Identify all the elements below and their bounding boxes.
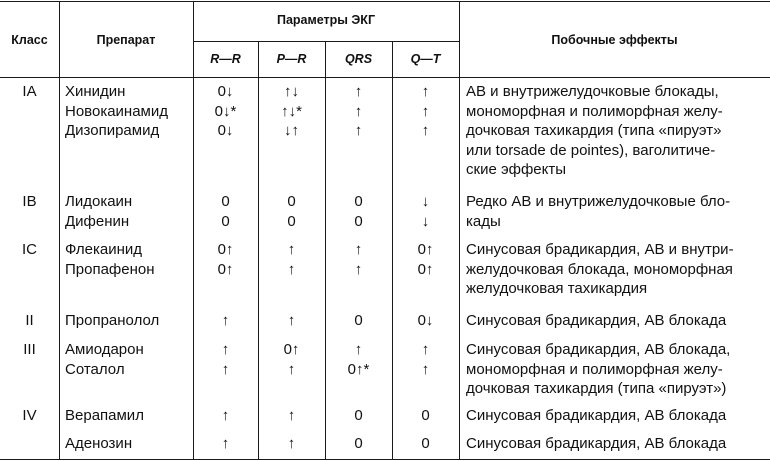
row-ia-pr: ↑↓ ↑↓* ↓↑ <box>281 83 302 140</box>
row-ic-pr: ↑ ↑ <box>287 241 296 278</box>
header-bottom-border <box>0 77 770 78</box>
row-ic-effects: Синусовая брадикардия, АВ и внутри- желудочковая блокада, мономорфная желудочковая тахикардия <box>466 241 734 298</box>
row-ib-qt: ↓ ↓ <box>421 193 430 230</box>
header-qt: Q—T <box>410 52 441 66</box>
row-ib-qrs: 0 0 <box>354 193 363 230</box>
row-iv-rr: ↑ <box>221 407 230 424</box>
row-ic-rr: 0↑ 0↑ <box>217 241 234 278</box>
row-ic-drugs: Флекаинид Пропафенон <box>65 241 155 278</box>
table-top-border <box>0 1 770 2</box>
row-iv-qrs: 0 <box>354 407 363 424</box>
row-ii-pr: ↑ <box>287 312 296 329</box>
row-ic-class: IC <box>22 241 37 258</box>
row-iii-effects: Синусовая брадикардия, АВ блокада, мономорфная и полиморфная желу- дочковая тахикардия (типа «пируэт») <box>466 341 731 398</box>
row-ic-qt: 0↑ 0↑ <box>417 241 434 278</box>
row-adenosine-rr: ↑ <box>221 435 230 452</box>
row-adenosine-qt: 0 <box>421 435 430 452</box>
row-ib-effects: Редко АВ и внутрижелудочковые бло- кады <box>466 193 731 230</box>
row-iii-qt: ↑ ↑ <box>421 341 430 378</box>
row-iv-pr: ↑ <box>287 407 296 424</box>
row-ia-rr: 0↓ 0↓* 0↓ <box>214 83 237 140</box>
row-ii-drugs: Пропранолол <box>65 312 160 329</box>
row-iii-pr: 0↑ ↑ <box>283 341 300 378</box>
row-ia-qt: ↑ ↑ ↑ <box>421 83 430 140</box>
row-ia-class: IA <box>22 83 37 100</box>
header-ecg-params: Параметры ЭКГ <box>276 13 376 27</box>
row-iii-qrs: ↑ 0↑* <box>347 341 370 378</box>
header-qrs: QRS <box>344 52 373 66</box>
row-iv-drugs: Верапамил <box>65 407 144 424</box>
row-ii-qt: 0↓ <box>417 312 434 329</box>
row-iii-rr: ↑ ↑ <box>221 341 230 378</box>
row-iv-class: IV <box>22 407 37 424</box>
row-ib-drugs: Лидокаин Дифенин <box>65 193 133 230</box>
header-class: Класс <box>11 33 48 47</box>
row-ia-qrs: ↑ ↑ ↑ <box>354 83 363 140</box>
divider-class <box>59 1 60 459</box>
row-ii-qrs: 0 <box>354 312 363 329</box>
row-iii-class: III <box>23 341 36 358</box>
row-adenosine-pr: ↑ <box>287 435 296 452</box>
row-ic-qrs: ↑ ↑ <box>354 241 363 278</box>
row-ii-class: II <box>25 312 34 329</box>
divider-qt <box>459 1 460 459</box>
header-rr: R—R <box>210 52 241 66</box>
row-adenosine-qrs: 0 <box>354 435 363 452</box>
table-bottom-border <box>0 459 770 460</box>
header-drug: Препарат <box>96 33 156 47</box>
row-ii-rr: ↑ <box>221 312 230 329</box>
row-ib-class: IB <box>22 193 37 210</box>
header-pr: P—R <box>276 52 307 66</box>
row-ib-pr: 0 0 <box>287 193 296 230</box>
row-ib-rr: 0 0 <box>221 193 230 230</box>
row-iv-qt: 0 <box>421 407 430 424</box>
row-ia-effects: АВ и внутрижелудочковые блокады, мономорфная и полиморфная желу- дочковая тахикардия (типа «пируэт» или torsade de pointes), ваголитиче- ские эффекты <box>466 83 723 179</box>
row-iii-drugs: Амиодарон Соталол <box>65 341 144 378</box>
row-ia-drugs: Хинидин Новокаинамид Дизопирамид <box>65 83 169 140</box>
row-ii-effects: Синусовая брадикардия, АВ блокада <box>466 312 727 329</box>
row-adenosine-effects: Синусовая брадикардия, АВ блокада <box>466 435 727 452</box>
header-side-effects: Побочные эффекты <box>551 33 678 47</box>
row-iv-effects: Синусовая брадикардия, АВ блокада <box>466 407 727 424</box>
ecg-subheader-divider <box>193 41 459 42</box>
row-adenosine-drugs: Аденозин <box>65 435 133 452</box>
